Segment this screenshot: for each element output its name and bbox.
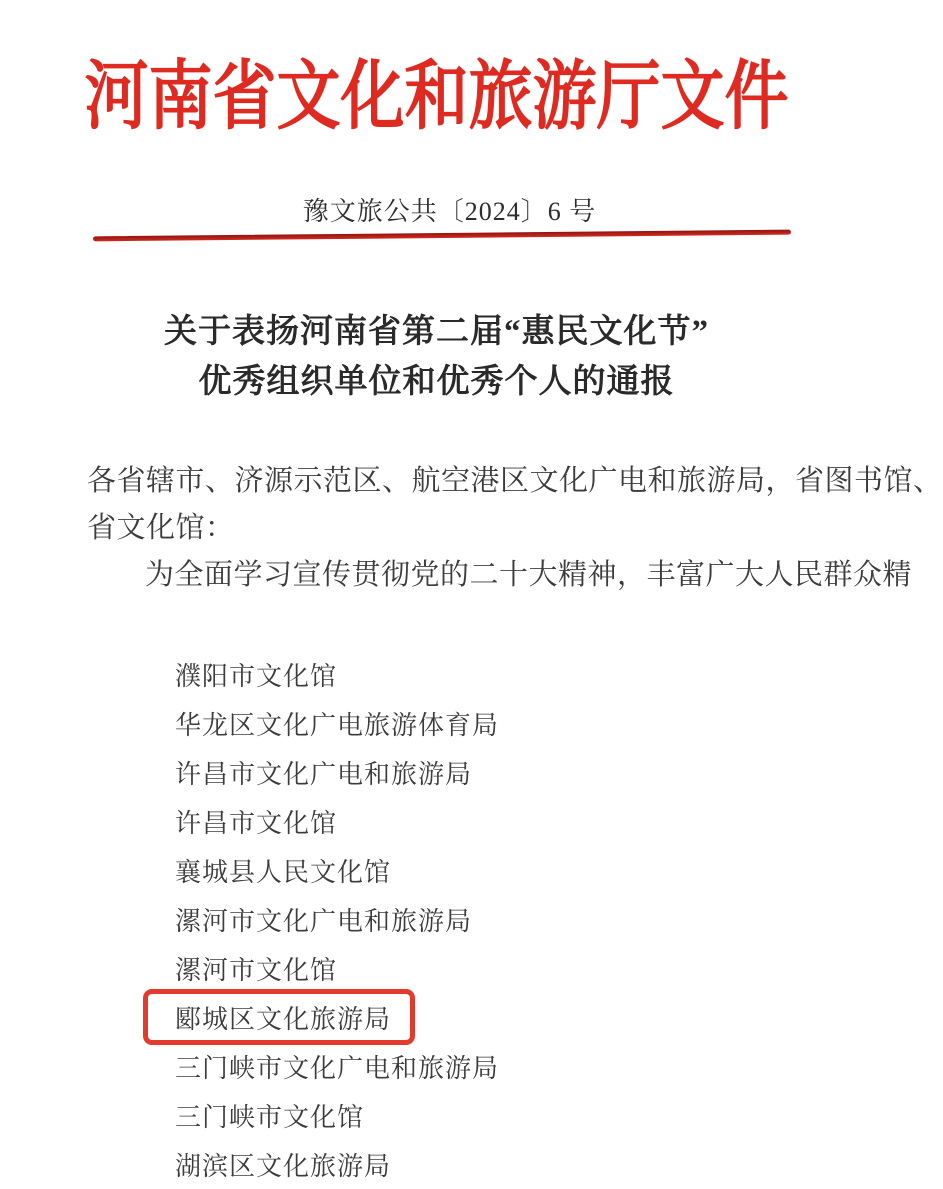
document-body	[87, 458, 943, 599]
org-list-item	[175, 1140, 735, 1189]
org-name: 湖滨区文化旅游局	[175, 1152, 392, 1181]
org-name: 三门峡市文化广电和旅游局	[175, 1054, 500, 1083]
body-intro-line: 为全面学习宣传贯彻党的二十大精神，丰富广大人民群众精	[145, 559, 913, 591]
red-divider-line	[93, 230, 791, 242]
document-number: 豫文旅公共〔2024〕6 号	[302, 197, 597, 226]
org-list-item	[175, 1091, 735, 1140]
org-name: 襄城县人民文化馆	[175, 858, 392, 887]
org-list-item	[175, 895, 735, 944]
agency-header-title: 河南省文化和旅游厅文件	[84, 54, 789, 139]
org-name: 许昌市文化广电和旅游局	[175, 760, 473, 789]
award-org-list	[175, 650, 735, 1189]
org-list-item	[175, 944, 735, 993]
document-title-line2: 优秀组织单位和优秀个人的通报	[198, 364, 675, 400]
org-name: 三门峡市文化馆	[175, 1103, 365, 1132]
org-name: 漯河市文化广电和旅游局	[175, 907, 473, 936]
salutation-line2: 省文化馆：	[87, 512, 235, 544]
document-title-line1: 关于表扬河南省第二届“惠民文化节”	[164, 314, 709, 350]
org-name: 郾城区文化旅游局	[175, 1005, 392, 1034]
org-name: 濮阳市文化馆	[175, 662, 338, 691]
org-list-item	[175, 1042, 735, 1091]
org-list-item	[175, 699, 735, 748]
org-list-item	[175, 993, 735, 1042]
document-title	[0, 307, 873, 407]
org-list-item	[175, 650, 735, 699]
org-list-item	[175, 748, 735, 797]
org-list-item	[175, 846, 735, 895]
org-name: 漯河市文化馆	[175, 956, 338, 985]
salutation-line1: 各省辖市、济源示范区、航空港区文化广电和旅游局，省图书馆、	[87, 465, 943, 497]
org-name: 华龙区文化广电旅游体育局	[175, 711, 500, 740]
org-list-item	[175, 797, 735, 846]
org-name: 许昌市文化馆	[175, 809, 338, 838]
